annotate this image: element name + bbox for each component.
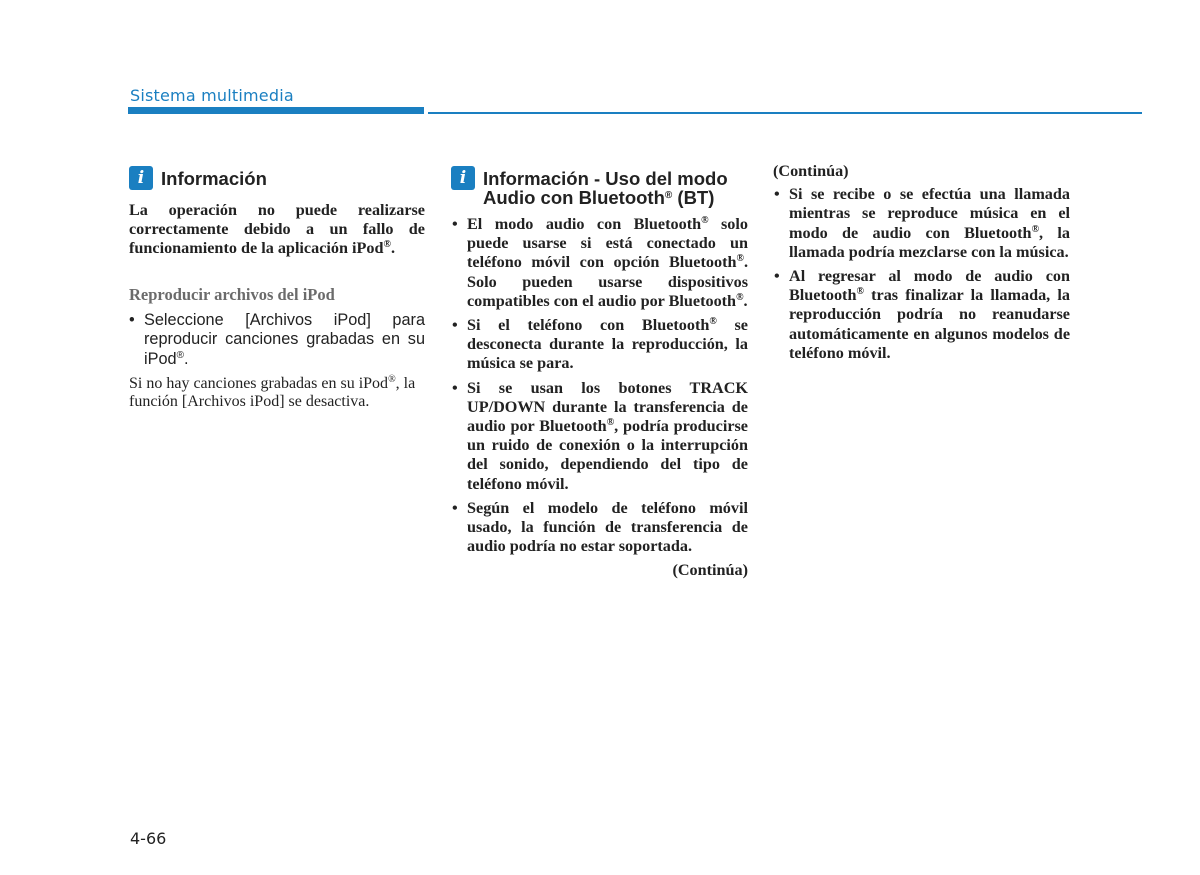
bluetooth-list-continued — [773, 185, 1070, 363]
continued-label: (Continúa) — [773, 162, 849, 180]
info-heading — [129, 166, 425, 190]
section-title: Sistema multimedia — [130, 86, 294, 105]
header-rule — [428, 112, 1142, 114]
list-item: • El modo audio con Bluetooth® solo puede usarse si está conectado un teléfono móvil con opción Bluetooth®. Solo pueden usarse dispositivos compatibles con el audio por Bluetooth®. — [451, 215, 748, 311]
bluetooth-list — [451, 215, 748, 556]
info-icon: i — [129, 166, 153, 190]
list-item: • Si se usan los botones TRACK UP/DOWN durante la transferencia de audio por Bluetooth®, podría producirse un ruido de conexión o la interrupción del sonido, dependiendo del tipo de teléfono móvil. — [451, 379, 748, 494]
list-item: • Si el teléfono con Bluetooth® se desconecta durante la reproducción, la música se para. — [451, 316, 748, 374]
list-item: • Si se recibe o se efectúa una llamada mientras se reproduce música en el modo de audio con Bluetooth®, la llamada podría mezclarse con la música. — [773, 185, 1070, 262]
column-2 — [451, 166, 748, 581]
info-title: Información — [161, 168, 267, 189]
info-heading — [451, 166, 748, 207]
page-number: 4-66 — [130, 829, 167, 848]
info-paragraph: La operación no puede realizarse correctamente debido a un fallo de funcionamiento de la aplicación iPod®. — [129, 201, 425, 258]
continued-label: (Continúa) — [672, 561, 748, 580]
list-item: • Seleccione [Archivos iPod] para reproducir canciones grabadas en su iPod®. — [129, 311, 425, 370]
column-3 — [773, 162, 1070, 368]
subheading: Reproducir archivos del iPod — [129, 284, 335, 304]
info-title: Información - Uso del modo Audio con Bluetooth® (BT) — [483, 168, 728, 208]
ipod-list — [129, 311, 425, 370]
header-accent-bar — [128, 107, 424, 114]
info-icon: i — [451, 166, 475, 190]
list-item: • Al regresar al modo de audio con Bluetooth® tras finalizar la llamada, la reproducción podría no reanudarse automáticamente en algunos modelos de teléfono móvil. — [773, 267, 1070, 363]
note-text: Si no hay canciones grabadas en su iPod®, la función [Archivos iPod] se desactiva. — [129, 374, 416, 411]
list-item: • Según el modelo de teléfono móvil usado, la función de transferencia de audio podría no estar soportada. — [451, 499, 748, 557]
column-1 — [129, 166, 425, 411]
